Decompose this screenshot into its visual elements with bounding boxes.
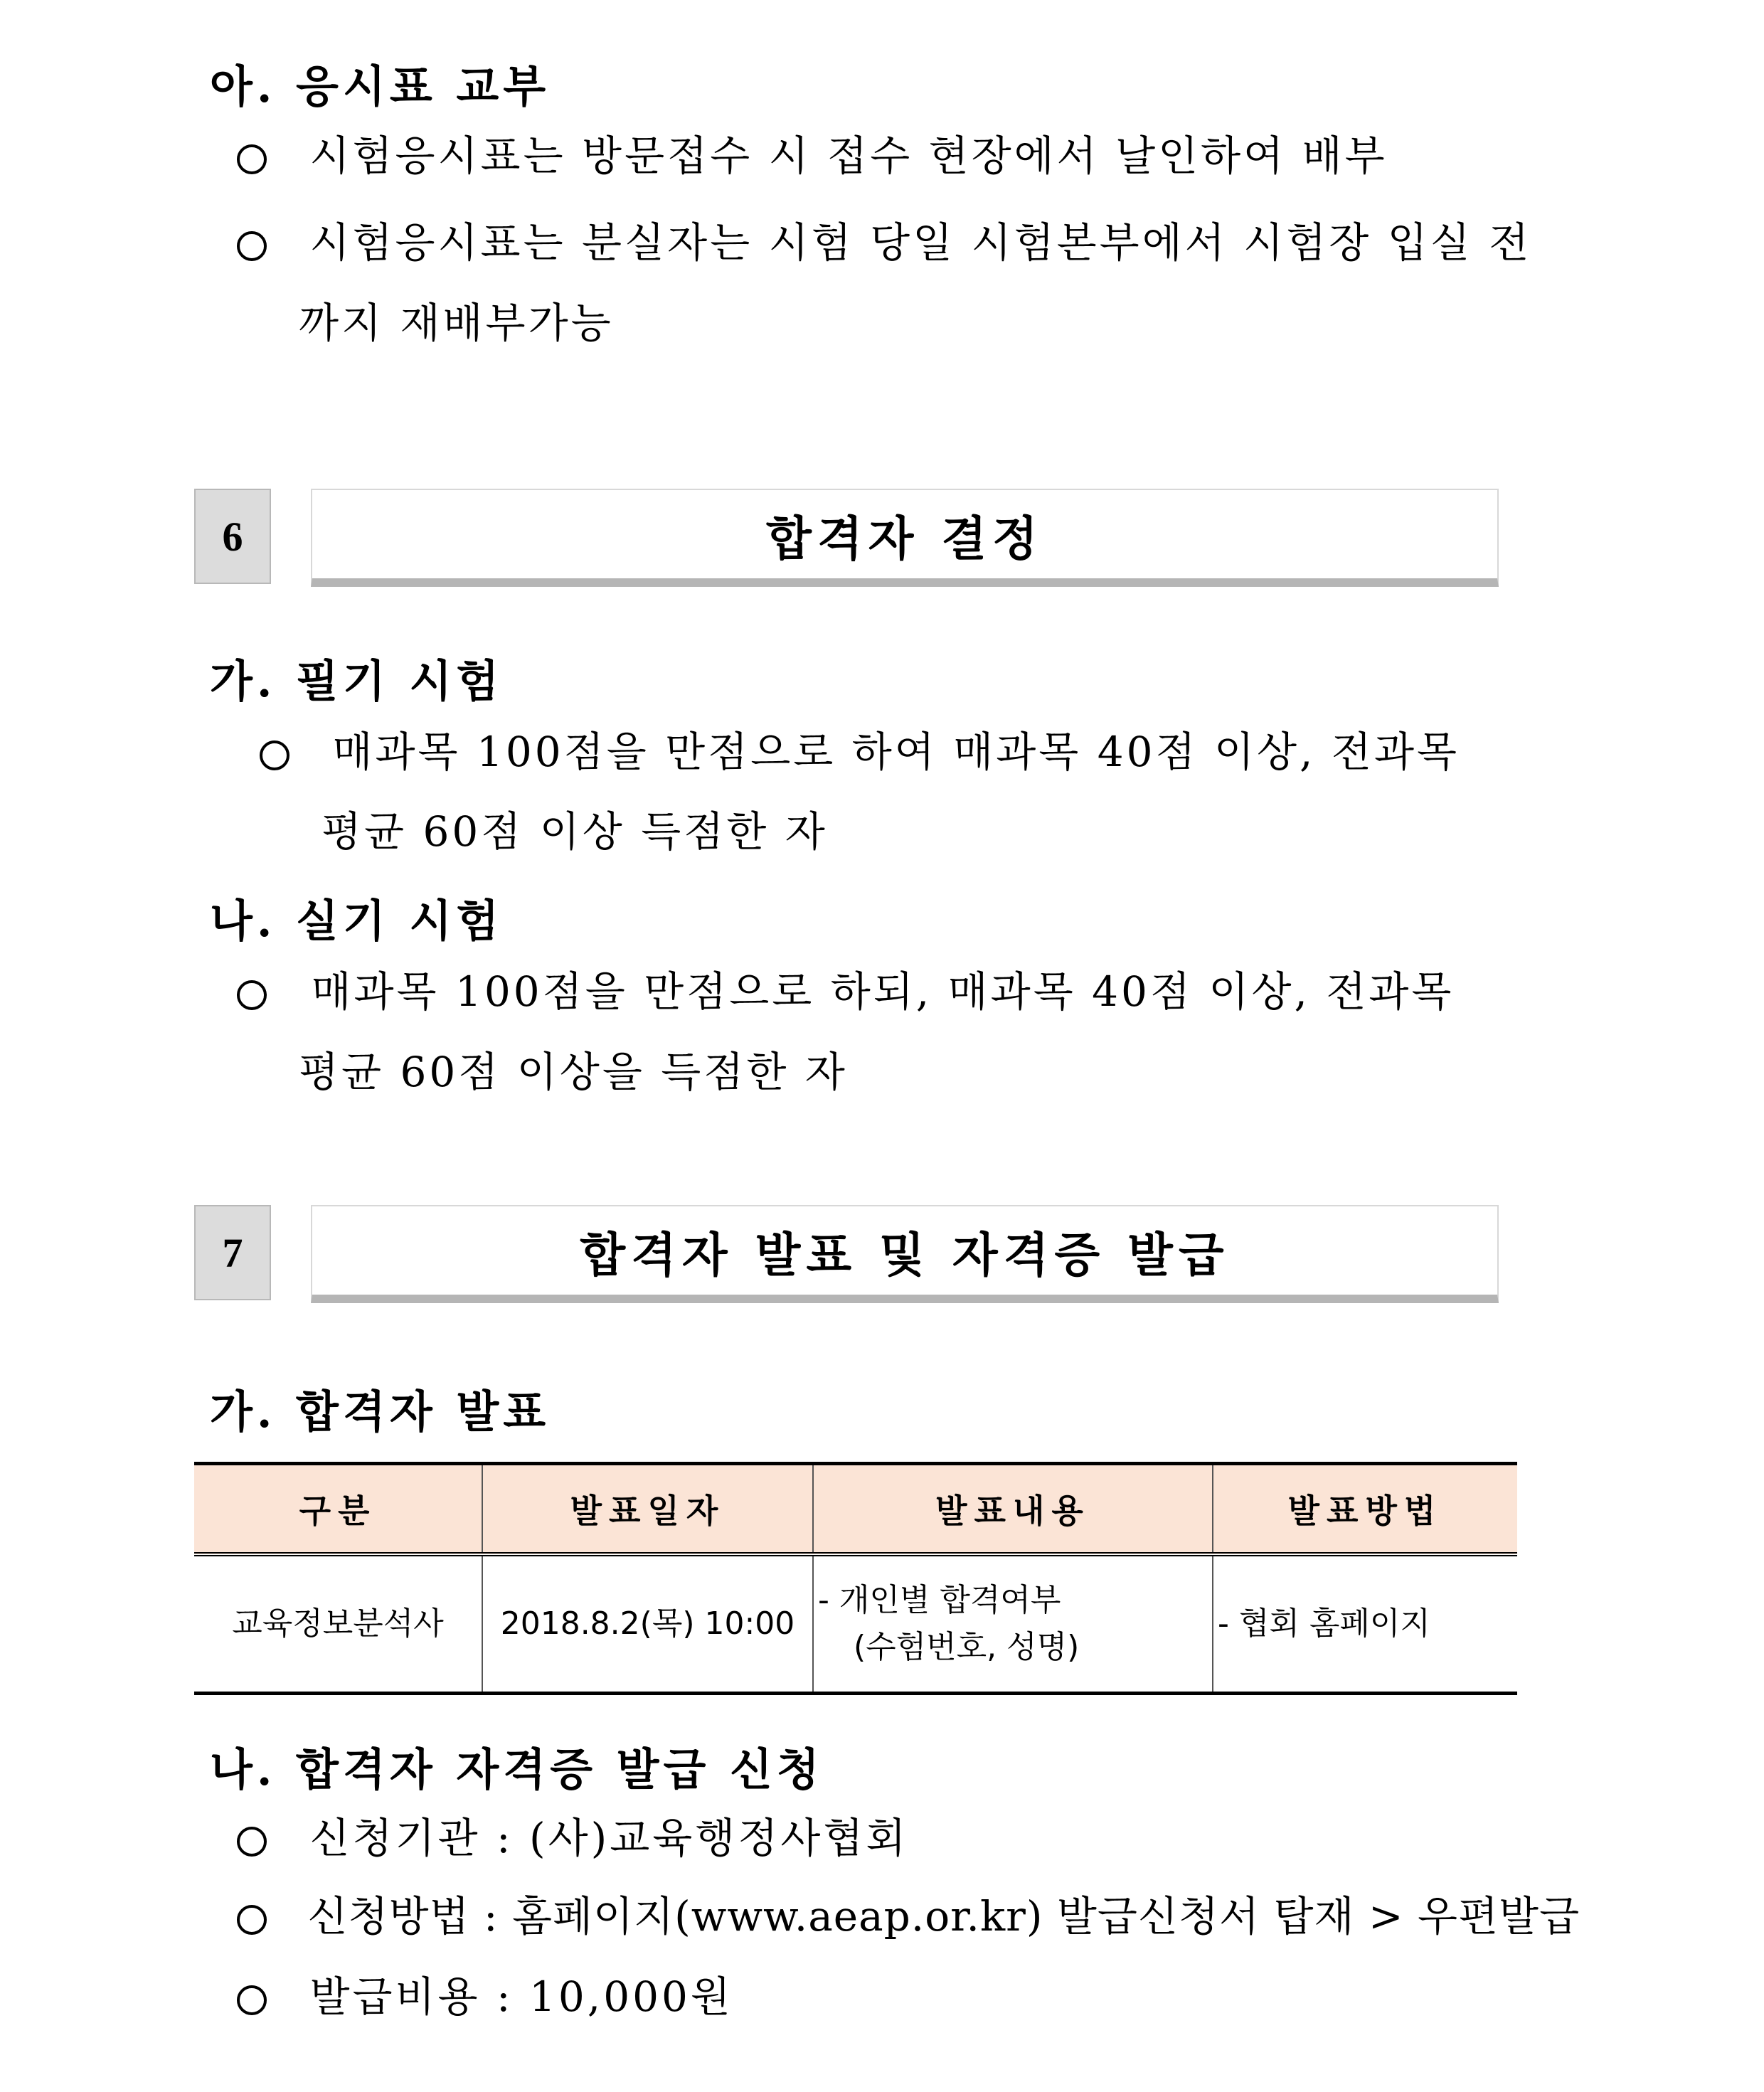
heading-written-exam: 가. 필기 시험 [210,655,504,707]
list-item [237,1814,909,1862]
item-text: 매과목 100점을 만점으로 하여 매과목 40점 이상, 전과목 [332,728,1460,776]
table-row [194,1554,1517,1694]
announcement-table [194,1462,1517,1695]
heading-announcement: 가. 합격자 발표 [210,1386,551,1438]
cell-category: 교육정보분석사 [194,1554,482,1694]
bullet-circle-icon [237,1827,267,1857]
item-text: 시험응시표는 분실자는 시험 당일 시험본부에서 시험장 입실 전 [309,218,1532,267]
col-header-date: 발표일자 [482,1464,813,1555]
cell-method: - 협회 홈페이지 [1213,1554,1517,1694]
bullet-circle-icon [237,980,267,1010]
section-title-7: 합격자 발표 및 자격증 발급 [311,1205,1499,1303]
list-item [260,728,1460,776]
col-header-category: 구분 [194,1464,482,1555]
bullet-circle-icon [237,231,267,261]
col-header-method: 발표방법 [1213,1464,1517,1555]
table-header-row [194,1464,1517,1555]
section-title-6: 합격자 결정 [311,489,1499,587]
heading-ticket: 아. 응시표 교부 [210,60,551,112]
list-item [237,1892,1580,1940]
heading-certificate: 나. 합격자 자격증 발급 신청 [210,1743,824,1795]
cell-date: 2018.8.2(목) 10:00 [482,1554,813,1694]
bullet-circle-icon [237,144,267,174]
list-item [237,218,1532,267]
cell-content-line1: - 개인별 합격여부 [818,1582,1061,1618]
section-number-7: 7 [194,1205,271,1300]
list-item [237,1972,733,2021]
cell-content-line2: (수험번호, 성명) [854,1629,1080,1665]
section-number-6: 6 [194,489,271,584]
item-text-continuation: 평균 60점 이상 득점한 자 [322,807,828,856]
list-item [237,967,1455,1016]
col-header-content: 발표내용 [813,1464,1213,1555]
bullet-circle-icon [260,740,289,770]
list-item [237,132,1388,180]
item-text: 신청기관 : (사)교육행정사협회 [309,1814,909,1862]
bullet-circle-icon [237,1985,267,2015]
item-text: 발급비용 : 10,000원 [309,1972,733,2021]
item-text: 시험응시표는 방문접수 시 접수 현장에서 날인하여 배부 [309,132,1388,180]
heading-practical-exam: 나. 실기 시험 [210,895,504,947]
item-text: 신청방법 : 홈페이지(www.aeap.or.kr) 발급신청서 탑재 > 우편발급 [307,1892,1580,1940]
item-text-continuation: 평균 60점 이상을 득점한 자 [299,1048,848,1096]
item-text-continuation: 까지 재배부가능 [299,299,614,347]
bullet-circle-icon [237,1905,267,1935]
cell-content [813,1554,1213,1694]
item-text: 매과목 100점을 만점으로 하되, 매과목 40점 이상, 전과목 [311,967,1455,1016]
